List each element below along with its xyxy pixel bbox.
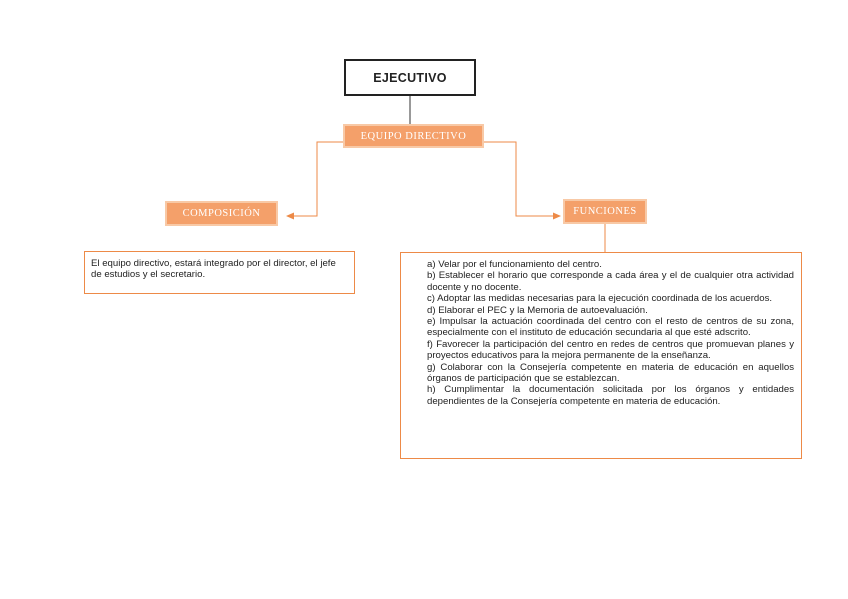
function-item-a: a) Velar por el funcionamiento del centro. bbox=[427, 259, 602, 270]
composition-node bbox=[165, 201, 278, 226]
arrowhead-functions bbox=[553, 213, 561, 220]
function-item-g: g) Colaborar con la Consejería competente en materia de educación en aquellos órganos de participación que se establezcan. bbox=[427, 361, 794, 385]
composition-label: COMPOSICIÓN bbox=[182, 208, 261, 219]
connector-team-to-functions bbox=[484, 142, 553, 216]
arrowhead-composition bbox=[286, 213, 294, 220]
functions-node bbox=[563, 199, 647, 224]
connector-team-to-composition bbox=[293, 142, 343, 216]
functions-label: FUNCIONES bbox=[573, 206, 637, 217]
composition-text: El equipo directivo, estará integrado por el director, el jefe de estudios y el secretario. bbox=[91, 258, 336, 281]
function-item-c: c) Adoptar las medidas necesarias para la ejecución coordinada de los acuerdos. bbox=[427, 293, 773, 305]
composition-description bbox=[84, 251, 355, 294]
team-label: EQUIPO DIRECTIVO bbox=[360, 130, 467, 142]
function-item-f: f) Favorecer la participación del centro en redes de centros que promuevan planes y proyectos educativos para la mejora permanente de la enseñanza. bbox=[427, 338, 794, 362]
function-item-h: h) Cumplimentar la documentación solicitada por los órganos y entidades dependientes de la Consejería competente en materia de educación. bbox=[427, 384, 794, 407]
function-item-d: d) Elaborar el PEC y la Memoria de autoevaluación. bbox=[427, 304, 648, 316]
team-node bbox=[343, 124, 484, 148]
function-item-e: e) Impulsar la actuación coordinada del centro con el resto de centros de su zona, especialmente con el instituto de educación secundaria al que esté adscrito. bbox=[427, 316, 794, 339]
executive-node bbox=[344, 59, 476, 96]
function-item-b: b) Establecer el horario que corresponde a cada área y el de cualquier otra actividad docente y no docente. bbox=[427, 270, 794, 293]
executive-label: EJECUTIVO bbox=[373, 70, 447, 85]
functions-list bbox=[400, 252, 802, 459]
